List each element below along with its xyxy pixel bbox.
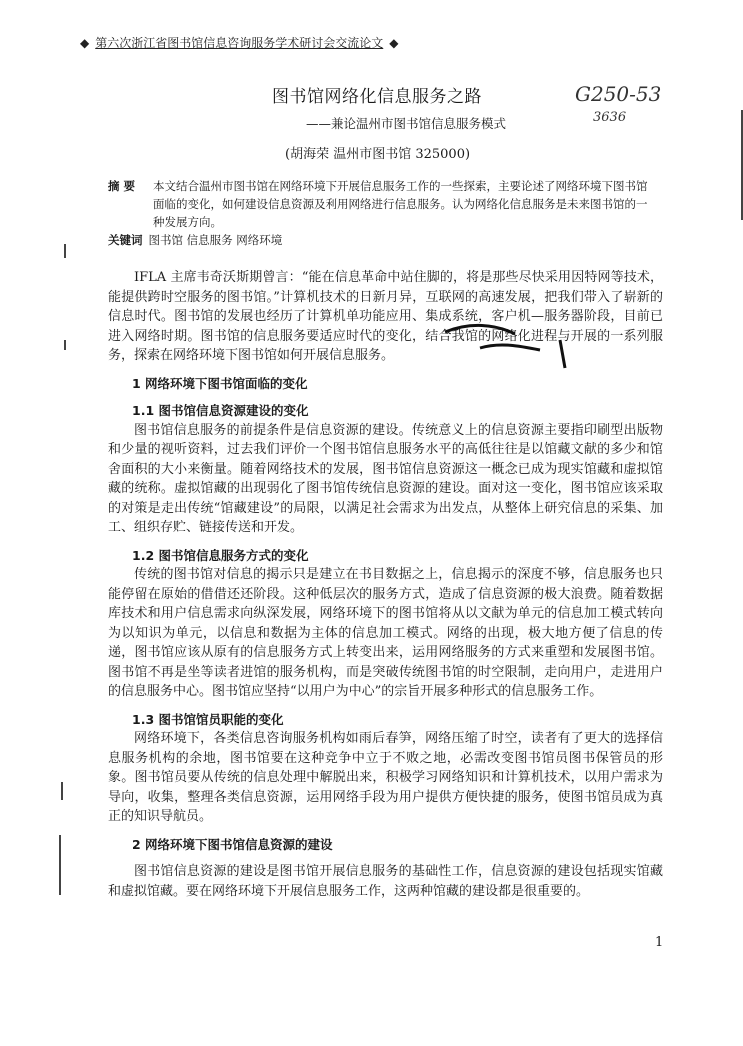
subsection-heading: 1.2 图书馆信息服务方式的变化 xyxy=(132,547,309,563)
keywords xyxy=(108,232,282,248)
diamond-icon: ◆ xyxy=(389,36,399,50)
margin-mark xyxy=(59,835,61,895)
body-paragraph: 图书馆信息资源的建设是图书馆开展信息服务的基础性工作，信息资源的建设包括现实馆藏和虚拟馆藏。要在网络环境下开展信息服务工作，这两种馆藏的建设都是很重要的。 xyxy=(108,864,663,899)
handwritten-call-number: G250-53 xyxy=(575,82,662,106)
page-number: 1 xyxy=(655,935,664,950)
subsection-heading: 1.3 图书馆馆员职能的变化 xyxy=(132,711,284,727)
keywords-label: 关键词 xyxy=(108,233,143,247)
paper-title: 图书馆网络化信息服务之路 xyxy=(272,87,482,107)
intro-paragraph: IFLA 主席韦奇沃斯期曾言：“能在信息革命中站住脚的，将是那些尽快采用因特网等技术，能提供跨时空服务的图书馆。”计算机技术的日新月异，互联网的高速发展，把我们带入了崭新的信息时代。图书馆的发展也经历了计算机单功能应用、集成系统，客户机—服务器阶段，目前已进入网络时期。图书馆的信息服务要适应时代的变化，结合我馆的网络化进程与开展的一系列服务，探索在网络环境下图书馆如何开展信息服务。 xyxy=(108,270,663,363)
running-header xyxy=(80,34,398,51)
paper-subtitle: ——兼论温州市图书馆信息服务模式 xyxy=(306,116,507,131)
margin-mark xyxy=(64,244,66,258)
body-paragraph: 图书馆信息服务的前提条件是信息资源的建设。传统意义上的信息资源主要指印刷型出版物和少量的视听资料，过去我们评价一个图书馆信息服务水平的高低往往是以馆藏文献的多少和馆舍面积的大小来衡量。随着网络技术的发展，图书馆信息资源这一概念已成为现实馆藏和虚拟馆藏的统称。虚拟馆藏的出现弱化了图书馆传统信息资源的建设。面对这一变化，图书馆应该采取的对策是走出传统“馆藏建设”的局限，以满足社会需求为出发点，从整体上研究信息的采集、加工、组织存贮、链接传送和开发。 xyxy=(108,422,663,535)
body-paragraph: 传统的图书馆对信息的揭示只是建立在书目数据之上，信息揭示的深度不够，信息服务也只能停留在原始的借借还还阶段。这种低层次的服务方式，造成了信息资源的极大浪费。随着数据库技术和用户信息需求向纵深发展，网络环境下的图书馆将从以文献为单元的信息加工模式转向为以知识为单元，以信息和数据为主体的信息加工模式。网络的出现，极大地方便了信息的传递，图书馆应该从原有的信息服务方式上转变出来，运用网络服务的方式来重塑和发展图书馆。图书馆不再是坐等读者进馆的服务机构，而是突破传统图书馆的时空限制，走向用户，走进用户的信息服务中心。图书馆应坚持“以用户为中心”的宗旨开展多种形式的信息服务工作。 xyxy=(108,567,663,699)
margin-mark xyxy=(64,340,66,350)
margin-mark xyxy=(61,782,63,800)
handwritten-number: 3636 xyxy=(593,110,627,125)
abstract-label: 摘 要 xyxy=(108,179,136,193)
section-heading: 1 网络环境下图书馆面临的变化 xyxy=(132,375,308,391)
header-text: 第六次浙江省图书馆信息咨询服务学术研讨会交流论文 xyxy=(95,36,384,50)
abstract-text: 本文结合温州市图书馆在网络环境下开展信息服务工作的一些探索，主要论述了网络环境下图书馆面临的变化，如何建设信息资源及利用网络进行信息服务。认为网络化信息服务是未来图书馆的一种发展方向。 xyxy=(153,179,648,229)
author-line: (胡海荣 温州市图书馆 325000) xyxy=(285,147,471,162)
keywords-text: 图书馆 信息服务 网络环境 xyxy=(148,233,283,247)
subsection-heading: 1.1 图书馆信息资源建设的变化 xyxy=(132,403,309,418)
abstract xyxy=(108,177,668,231)
diamond-icon: ◆ xyxy=(80,36,90,50)
body-paragraph: 网络环境下，各类信息咨询服务机构如雨后春笋，网络压缩了时空，读者有了更大的选择信息服务机构的余地，图书馆要在这种竞争中立于不败之地，必需改变图书馆员图书保管员的形象。图书馆员要从传统的信息处理中解脱出来，积极学习网络知识和计算机技术，以用户需求为导向，收集，整理各类信息资源，运用网络手段为用户提供方便快捷的服务，使图书馆员成为真正的知识导航员。 xyxy=(108,731,663,824)
pen-scribble-mark xyxy=(440,320,590,370)
section-heading: 2 网络环境下图书馆信息资源的建设 xyxy=(132,836,333,852)
